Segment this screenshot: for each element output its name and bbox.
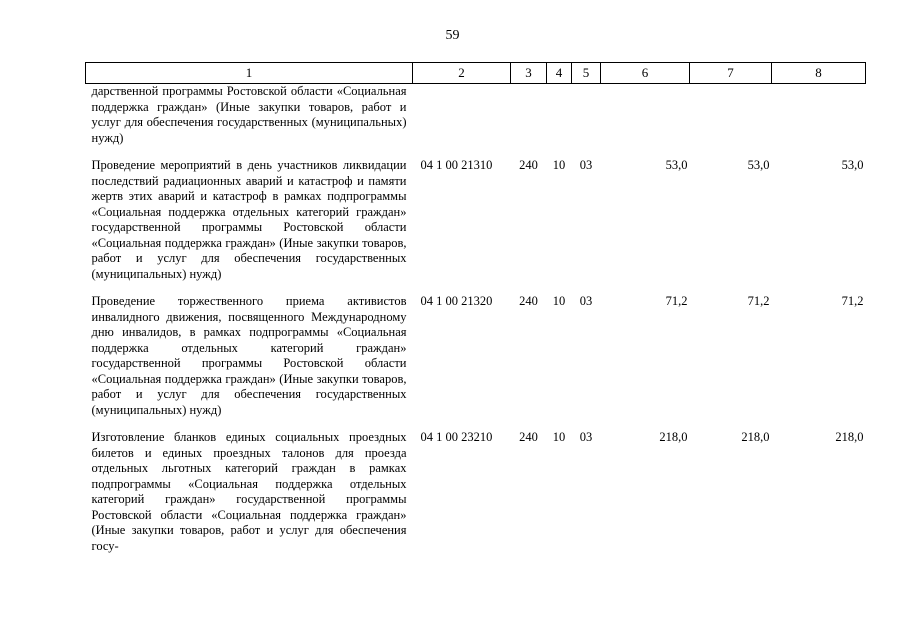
- budget-table: [85, 62, 866, 554]
- table-header: [86, 63, 866, 84]
- header-col-4: 4: [547, 63, 572, 84]
- row-col-6: 71,2: [665, 294, 688, 308]
- row-col-7: 218,0: [741, 430, 770, 444]
- header-col-7: 7: [690, 63, 772, 84]
- continuation-description: дарственной программы Ростовской области «Социальная поддержка граждан» (Иные закупки товаров, работ и услуг для обеспечения государственных (муниципальных) нужд): [91, 84, 407, 145]
- table-row: [86, 418, 866, 554]
- row-col-4: 10: [552, 430, 566, 444]
- row-code: 04 1 00 23210: [420, 430, 493, 444]
- row-col-5: 03: [579, 430, 593, 444]
- row-col-3: 240: [519, 430, 538, 444]
- row-col-3: 240: [519, 294, 538, 308]
- table-row: [86, 146, 866, 282]
- row-code: 04 1 00 21310: [420, 158, 493, 172]
- row-col-7: 53,0: [747, 158, 770, 172]
- row-description: Изготовление бланков единых социальных проездных билетов и единых проездных талонов для проезда отдельных льготных категорий граждан в рамках подпрограммы «Социальная поддержка отдельных категорий граждан» государственной программы Ростовской области «Социальная поддержка граждан» (Иные закупки товаров, работ и услуг для обеспечения госу-: [91, 430, 407, 553]
- header-col-5: 5: [572, 63, 601, 84]
- row-col-4: 10: [552, 158, 566, 172]
- header-row: [86, 63, 866, 84]
- row-col-8: 53,0: [841, 158, 864, 172]
- row-col-5: 03: [579, 294, 593, 308]
- row-col-7: 71,2: [747, 294, 770, 308]
- row-col-4: 10: [552, 294, 566, 308]
- table-body: [86, 84, 866, 555]
- row-description: Проведение торжественного приема активистов инвалидного движения, посвященного Международному дню инвалидов, в рамках подпрограммы «Социальная поддержка отдельных категорий граждан» государственной программы Ростовской области «Социальная поддержка граждан» (Иные закупки товаров, работ и услуг для обеспечения государственных (муниципальных) нужд): [91, 294, 407, 417]
- row-col-8: 71,2: [841, 294, 864, 308]
- row-col-8: 218,0: [835, 430, 864, 444]
- header-col-6: 6: [601, 63, 690, 84]
- page-number: 59: [445, 28, 460, 43]
- continuation-row: [86, 84, 866, 147]
- row-col-5: 03: [579, 158, 593, 172]
- row-description: Проведение мероприятий в день участников ликвидации последствий радиационных аварий и катастроф и памяти жертв этих аварий и катастроф в рамках подпрограммы «Социальная поддержка отдельных категорий граждан» государственной программы Ростовской области «Социальная поддержка граждан» (Иные закупки товаров, работ и услуг для обеспечения государственных (муниципальных) нужд): [91, 158, 407, 281]
- row-col-6: 218,0: [659, 430, 688, 444]
- row-col-3: 240: [519, 158, 538, 172]
- header-col-2: 2: [413, 63, 511, 84]
- header-col-8: 8: [772, 63, 866, 84]
- header-col-1: 1: [86, 63, 413, 84]
- row-code: 04 1 00 21320: [420, 294, 493, 308]
- header-col-3: 3: [511, 63, 547, 84]
- table-row: [86, 282, 866, 418]
- row-col-6: 53,0: [665, 158, 688, 172]
